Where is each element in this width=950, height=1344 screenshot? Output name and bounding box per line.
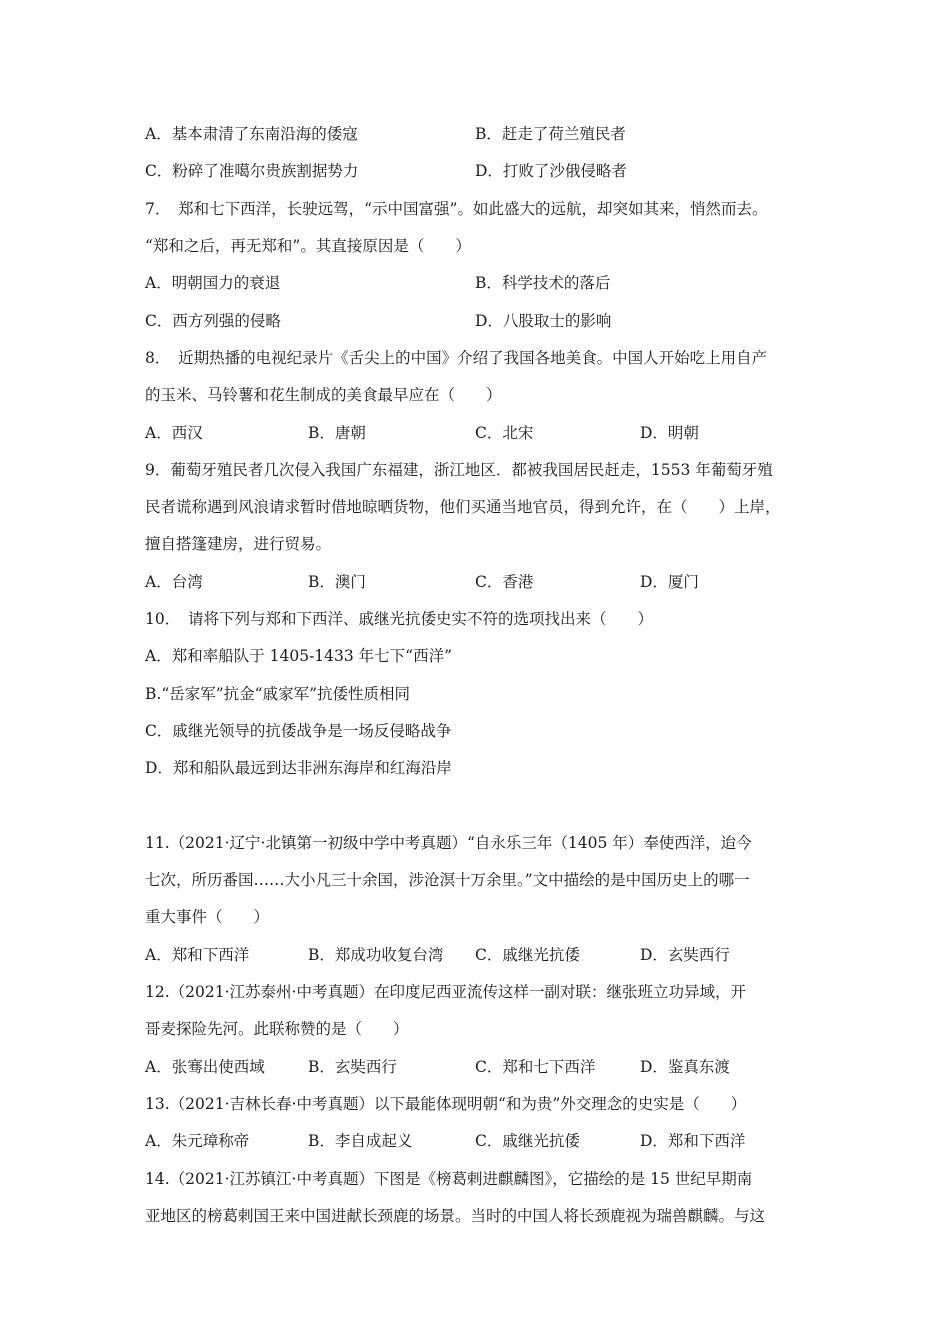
q11-stem-line3: 重大事件（ ） [145, 908, 270, 926]
q8-option-c: C．北宋 [475, 424, 534, 442]
q12-option-c: C．郑和七下西洋 [475, 1058, 596, 1076]
q7-option-a: A．明朝国力的衰退 [145, 274, 281, 292]
q6-option-c: C．粉碎了准噶尔贵族割据势力 [145, 162, 359, 180]
q8-option-a: A．西汉 [145, 424, 203, 442]
q14-stem-line1: 14.（2021·江苏镇江·中考真题）下图是《榜葛剌进麒麟图》，它描绘的是 15 世纪早期南 [145, 1170, 753, 1188]
q13-stem: 13.（2021·吉林长春·中考真题）以下最能体现明朝“和为贵”外交理念的史实是（ ） [145, 1095, 747, 1113]
q11-stem-line2: 七次，所历番国……大小凡三十余国，涉沧溟十万余里。”文中描绘的是中国历史上的哪一 [145, 871, 750, 889]
q13-option-b: B．李自成起义 [308, 1132, 413, 1150]
q13-option-c: C．戚继光抗倭 [475, 1132, 580, 1150]
q8-option-d: D．明朝 [640, 424, 699, 442]
q11-option-a: A．郑和下西洋 [145, 946, 250, 964]
q6-option-d: D．打败了沙俄侵略者 [475, 162, 627, 180]
q9-option-c: C．香港 [475, 573, 534, 591]
q11-stem-line1: 11.（2021·辽宁·北镇第一初级中学中考真题）“自永乐三年（1405 年）奉使西洋，迨今 [145, 834, 752, 852]
q9-option-a: A．台湾 [145, 573, 203, 591]
q9-stem-line2: 民者谎称遇到风浪请求暂时借地晾晒货物，他们买通当地官员，得到允许，在（ ）上岸， [145, 498, 781, 516]
q7-stem-line1: 7． 郑和七下西洋，长驶远驾，“示中国富强”。如此盛大的远航，却突如其来，悄然而去。 [145, 200, 768, 218]
q13-option-a: A．朱元璋称帝 [145, 1132, 250, 1150]
q9-option-d: D．厦门 [640, 573, 699, 591]
q10-option-c: C．戚继光领导的抗倭战争是一场反侵略战争 [145, 722, 452, 740]
q7-option-b: B．科学技术的落后 [475, 274, 611, 292]
q7-stem-line2: “郑和之后，再无郑和”。其直接原因是（ ） [145, 237, 471, 255]
q12-stem-line1: 12.（2021·江苏泰州·中考真题）在印度尼西亚流传这样一副对联：继张班立功异域，开 [145, 983, 746, 1001]
q6-option-a: A．基本肃清了东南沿海的倭寇 [145, 125, 358, 143]
q12-option-d: D．鉴真东渡 [640, 1058, 730, 1076]
q12-option-a: A．张骞出使西域 [145, 1058, 265, 1076]
q9-option-b: B．澳门 [308, 573, 366, 591]
q9-stem-line1: 9．葡萄牙殖民者几次侵入我国广东福建，浙江地区．都被我国居民赶走，1553 年葡萄牙殖 [145, 461, 773, 479]
q10-stem: 10． 请将下列与郑和下西洋、戚继光抗倭史实不符的选项找出来（ ） [145, 610, 653, 628]
q14-stem-line2: 亚地区的榜葛剌国王来中国进献长颈鹿的场景。当时的中国人将长颈鹿视为瑞兽麒麟。与这 [145, 1207, 766, 1225]
q6-option-b: B．赶走了荷兰殖民者 [475, 125, 626, 143]
q13-option-d: D．郑和下西洋 [640, 1132, 746, 1150]
q11-option-c: C．戚继光抗倭 [475, 946, 580, 964]
q7-option-d: D．八股取士的影响 [475, 312, 612, 330]
q7-option-c: C．西方列强的侵略 [145, 312, 281, 330]
q10-option-a: A．郑和率船队于 1405-1433 年七下“西洋” [145, 647, 453, 665]
q12-stem-line2: 哥麦探险先河。此联称赞的是（ ） [145, 1020, 409, 1038]
q9-stem-line3: 擅自搭篷建房，进行贸易。 [145, 535, 332, 553]
q12-option-b: B．玄奘西行 [308, 1058, 397, 1076]
q11-option-d: D．玄奘西行 [640, 946, 730, 964]
q11-option-b: B．郑成功收复台湾 [308, 946, 444, 964]
q8-option-b: B．唐朝 [308, 424, 366, 442]
q8-stem-line2: 的玉米、马铃薯和花生制成的美食最早应在（ ） [145, 386, 502, 404]
q10-option-d: D．郑和船队最远到达非洲东海岸和红海沿岸 [145, 759, 452, 777]
q10-option-b: B.“岳家军”抗金“戚家军”抗倭性质相同 [145, 685, 411, 703]
q8-stem-line1: 8． 近期热播的电视纪录片《舌尖上的中国》介绍了我国各地美食。中国人开始吃上用自产 [145, 349, 768, 367]
